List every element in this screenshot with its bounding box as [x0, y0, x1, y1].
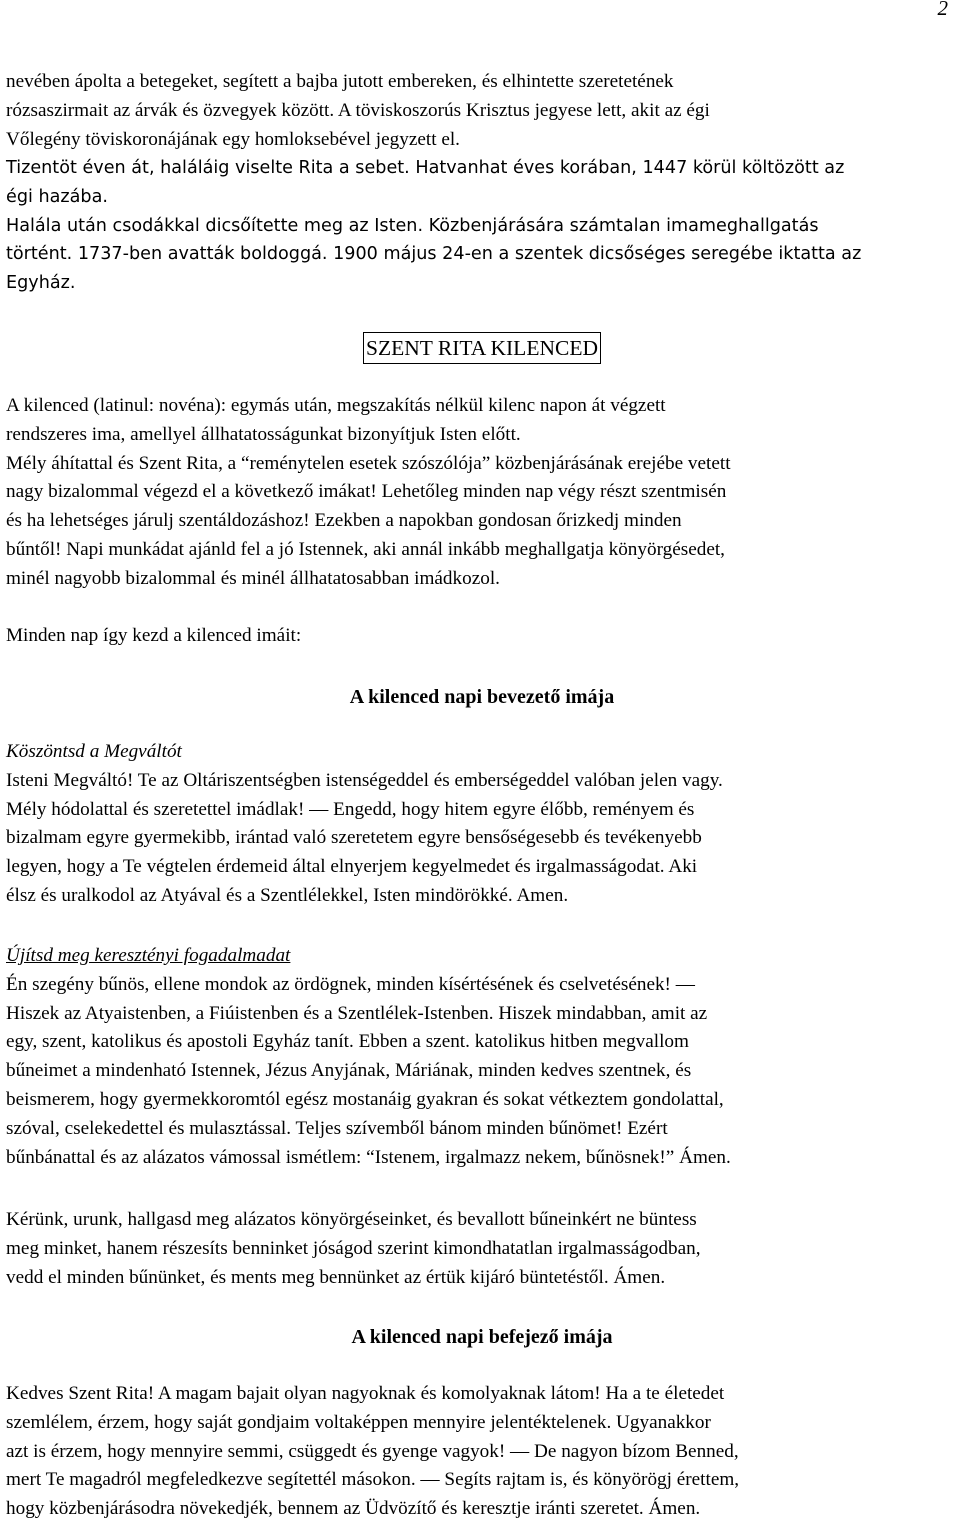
text-line: Én szegény bűnös, ellene mondok az ördögnek, minden kísértésének és cselvetésének! ―: [6, 973, 695, 995]
text-line: élsz és uralkodol az Atyával és a Szentlélekkel, Isten mindörökké. Amen.: [6, 884, 569, 906]
text-line: bűntől! Napi munkádat ajánld fel a jó Istennek, aki annál inkább meghallgatja könyörgésedet,: [6, 538, 725, 560]
text-line: nevében ápolta a betegeket, segített a bajba jutott embereken, és elhintette szeretetének: [6, 71, 674, 92]
title-block: [6, 332, 958, 365]
text-line: mert Te magadról megfeledkezve segítettél másokon. ― Segíts rajtam is, és könyörögj érettem,: [6, 1469, 740, 1491]
text-line: és ha lehetséges járulj szentáldozáshoz! Ezekben a napokban gondosan őrizkedj minden: [6, 510, 682, 532]
text-line: bizalmam egyre gyermekibb, irántad való szeretetem egyre bensőségesebb és tevékenyebb: [6, 827, 702, 849]
text-line: Kérünk, urunk, hallgasd meg alázatos könyörgéseinket, és bevallott bűneinkért ne büntess: [6, 1209, 697, 1230]
text-line: Mély áhítattal és Szent Rita, a “reménytelen esetek szószólója” közbenjárásának erejébe vetett: [6, 452, 731, 474]
text-line: történt. 1737-ben avatták boldoggá. 1900 május 24-en a szentek dicsőséges seregébe iktatta az: [6, 244, 862, 265]
text-line: egy, szent, katolikus és apostoli Egyház tanít. Ebben a szent. katolikus hitben megvallom: [6, 1031, 689, 1053]
closing-prayer-heading: A kilenced napi befejező imája: [351, 1326, 613, 1348]
text-line: rendszeres ima, amellyel állhatatosságunkat bizonyítjuk Isten előtt.: [6, 423, 521, 445]
text-line: hogy közbenjárásodra növekedjék, bennem az Üdvözítő és keresztje iránti szeretet. Ámen.: [6, 1498, 701, 1520]
greet-heading: Köszöntsd a Megváltót: [6, 741, 182, 762]
page-number: 2: [937, 0, 948, 20]
intro-prayer-heading: A kilenced napi bevezető imája: [349, 686, 615, 708]
text-line: vedd el minden bűnünket, és ments meg bennünket az értük kijáró büntetéstől. Ámen.: [6, 1266, 666, 1288]
text-line: azt is érzem, hogy mennyire semmi, csüggedt és gyenge vagyok! ― De nagyon bízom Benned,: [6, 1440, 739, 1462]
text-line: Halála után csodákkal dicsőítette meg az Isten. Közbenjárására számtalan imameghallgatás: [6, 215, 819, 236]
text-line: Kedves Szent Rita! A magam bajait olyan nagyoknak és komolyaknak látom! Ha a te életedet: [6, 1383, 725, 1404]
text-line: Vőlegény töviskoronájának egy homloksebével jegyzett el.: [6, 128, 460, 150]
text-line: beismerem, hogy gyermekkoromtól egész mostanáig gyakran és sokat vétkeztem gondolattal,: [6, 1088, 724, 1110]
text-line: égi hazába.: [6, 186, 108, 207]
daily-start-text: Minden nap így kezd a kilenced imáit:: [6, 625, 302, 646]
text-line: Mély hódolattal és szeretettel imádlak! ― Engedd, hogy hitem egyre élőbb, reményem és: [6, 798, 695, 820]
text-line: bűnbánattal és az alázatos vámossal ismétlem: “Istenem, irgalmazz nekem, bűnösnek!” Ámen.: [6, 1146, 731, 1168]
text-line: Hiszek az Atyaistenben, a Fiúistenben és a Szentlélek-Istenben. Hiszek mindabban, amit az: [6, 1002, 708, 1024]
renew-heading: Újítsd meg keresztényi fogadalmadat: [6, 945, 291, 966]
definition-paragraph: [6, 392, 958, 594]
closing-paragraph: [6, 1380, 958, 1524]
text-line: Tizentöt éven át, haláláig viselte Rita a sebet. Hatvanhat éves korában, 1447 körül költözött az: [6, 158, 845, 178]
intro-paragraph: [6, 68, 958, 154]
text-line: minél nagyobb bizalommal és minél állhatatosabban imádkozol.: [6, 567, 500, 589]
text-line: szóval, cselekedettel és mulasztással. Teljes szívemből bánom minden bűnömet! Ezért: [6, 1117, 668, 1139]
page-title: SZENT RITA KILENCED: [363, 332, 601, 364]
text-line: rózsaszirmait az árvák és özvegyek között. A töviskoszorús Krisztus jegyese lett, akit az égi: [6, 99, 710, 121]
text-line: legyen, hogy a Te végtelen érdemeid által elnyerjem kegyelmedet és irgalmasságodat. Aki: [6, 856, 698, 878]
plea-paragraph: [6, 1206, 958, 1292]
text-line: nagy bizalommal végezd el a következő imákat! Lehetőleg minden nap végy részt szentmisén: [6, 481, 727, 503]
text-line: Isteni Megváltó! Te az Oltáriszentségben istenségeddel és emberségeddel valóban jelen vagy.: [6, 769, 723, 791]
text-line: A kilenced (latinul: novéna): egymás után, megszakítás nélkül kilenc napon át végzett: [6, 395, 666, 416]
text-line: bűneimet a mindenható Istennek, Jézus Anyjának, Máriának, minden kedves szentnek, és: [6, 1060, 692, 1082]
renew-section: [6, 942, 958, 1172]
text-line: Egyház.: [6, 273, 76, 294]
text-line: meg minket, hanem részesíts benninket jóságod szerint kimondhatatlan irgalmasságodban,: [6, 1237, 701, 1259]
text-line: szemlélem, érzem, hogy saját gondjaim voltaképpen mennyire jelentéktelenek. Ugyanakkor: [6, 1411, 711, 1433]
intro-paragraph-continued: [6, 154, 958, 298]
greet-section: [6, 738, 958, 911]
